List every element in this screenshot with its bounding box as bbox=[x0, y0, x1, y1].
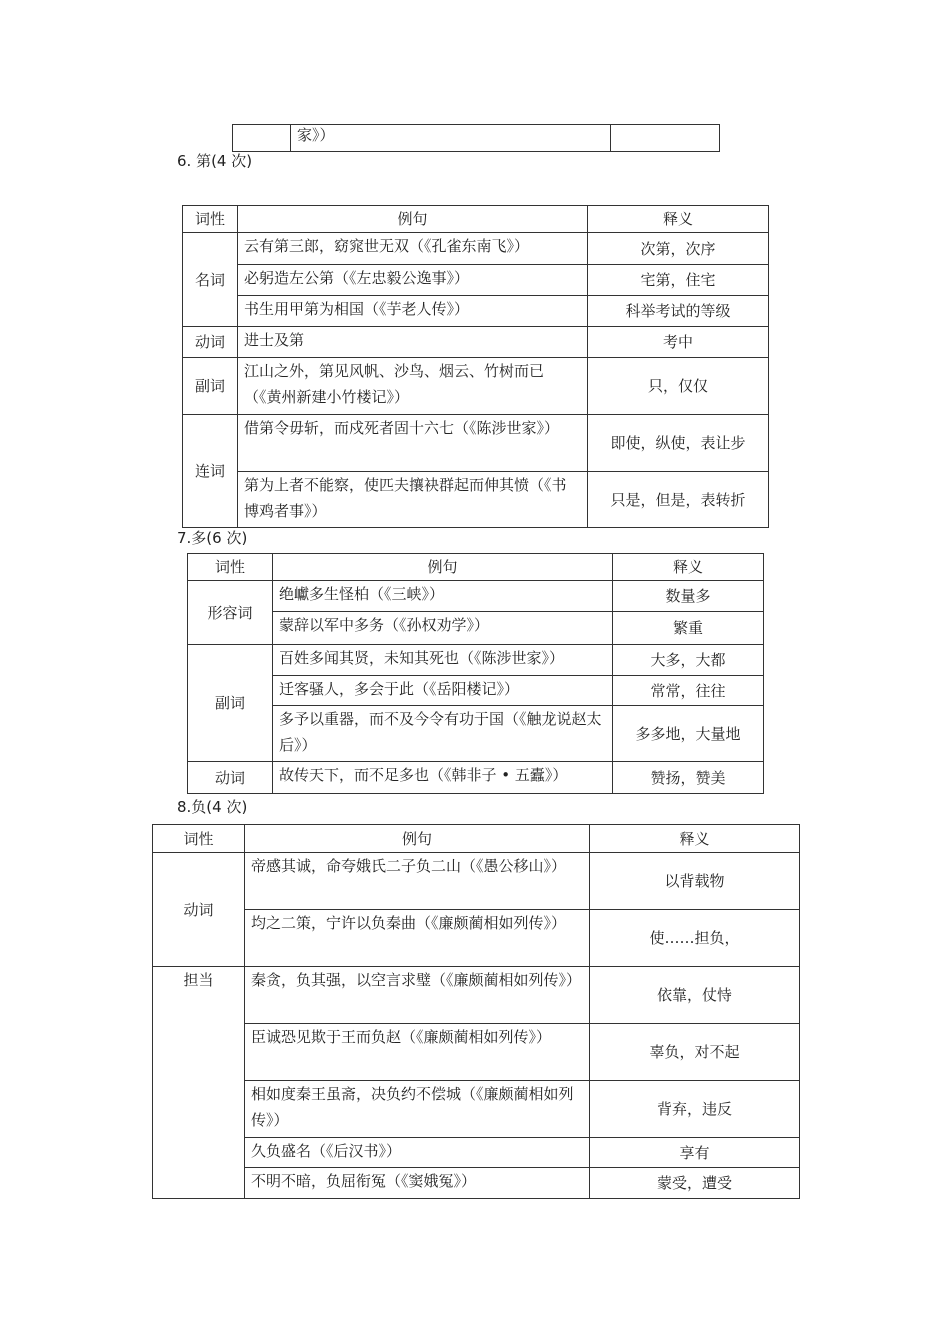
header-definition: 释义 bbox=[613, 554, 764, 581]
table-row bbox=[183, 472, 769, 528]
definition-cell: 宅第，住宅 bbox=[588, 265, 769, 296]
example-cell: 必躬造左公第（《左忠毅公逸事》） bbox=[238, 265, 588, 296]
definition-cell: 即使，纵使，表让步 bbox=[588, 415, 769, 472]
example-cell: 臣诚恐见欺于王而负赵（《廉颇蔺相如列传》） bbox=[245, 1024, 590, 1081]
table-header-row bbox=[188, 554, 764, 581]
pos-cell: 名词 bbox=[183, 233, 238, 327]
pos-cell: 连词 bbox=[183, 415, 238, 528]
pos-cell: 副词 bbox=[188, 645, 273, 762]
section-6-table bbox=[182, 205, 769, 528]
definition-cell: 蒙受，遭受 bbox=[590, 1168, 800, 1199]
example-cell: 均之二策，宁许以负秦曲（《廉颇蔺相如列传》） bbox=[245, 910, 590, 967]
example-cell: 江山之外，第见风帆、沙鸟、烟云、竹树而已（《黄州新建小竹楼记》） bbox=[238, 358, 588, 415]
header-pos: 词性 bbox=[188, 554, 273, 581]
fragment-empty-cell bbox=[233, 125, 291, 152]
table-row bbox=[183, 358, 769, 415]
table-row bbox=[188, 645, 764, 676]
definition-cell: 只，仅仅 bbox=[588, 358, 769, 415]
table-header-row bbox=[153, 825, 800, 853]
definition-cell: 科举考试的等级 bbox=[588, 296, 769, 327]
example-cell: 云有第三郎，窈窕世无双（《孔雀东南飞》） bbox=[238, 233, 588, 265]
example-cell: 书生用甲第为相国（《芋老人传》） bbox=[238, 296, 588, 327]
example-cell: 绝巘多生怪柏（《三峡》） bbox=[273, 581, 613, 612]
fragment-text: 家》） bbox=[291, 125, 611, 152]
table-row bbox=[153, 910, 800, 967]
header-definition: 释义 bbox=[588, 206, 769, 233]
table-row bbox=[153, 967, 800, 1024]
table-row bbox=[153, 853, 800, 910]
definition-cell: 依靠，仗恃 bbox=[590, 967, 800, 1024]
definition-cell: 考中 bbox=[588, 327, 769, 358]
table-row bbox=[188, 706, 764, 762]
fragment-table bbox=[232, 124, 720, 152]
definition-cell: 次第，次序 bbox=[588, 233, 769, 265]
section-7-title: 7.多(6 次) bbox=[177, 529, 248, 547]
pos-cell: 担当 bbox=[153, 967, 245, 1199]
table-row bbox=[183, 296, 769, 327]
pos-cell: 动词 bbox=[183, 327, 238, 358]
table-header-row bbox=[183, 206, 769, 233]
definition-cell: 多多地，大量地 bbox=[613, 706, 764, 762]
definition-cell: 繁重 bbox=[613, 612, 764, 645]
header-example: 例句 bbox=[273, 554, 613, 581]
section-8-title: 8.负(4 次) bbox=[177, 798, 248, 816]
header-example: 例句 bbox=[238, 206, 588, 233]
table-row bbox=[188, 581, 764, 612]
definition-cell: 使……担负， bbox=[590, 910, 800, 967]
example-cell: 迁客骚人，多会于此（《岳阳楼记》） bbox=[273, 676, 613, 706]
example-cell: 帝感其诚，命夸娥氏二子负二山（《愚公移山》） bbox=[245, 853, 590, 910]
example-cell: 久负盛名（《后汉书》） bbox=[245, 1138, 590, 1168]
fragment-empty-cell-2 bbox=[611, 125, 720, 152]
definition-cell: 大多，大都 bbox=[613, 645, 764, 676]
table-row bbox=[188, 612, 764, 645]
header-pos: 词性 bbox=[183, 206, 238, 233]
definition-cell: 以背载物 bbox=[590, 853, 800, 910]
table-row bbox=[188, 676, 764, 706]
example-cell: 故传天下，而不足多也（《韩非子 • 五蠹》） bbox=[273, 762, 613, 794]
section-8-table bbox=[152, 824, 800, 1199]
table-row bbox=[183, 415, 769, 472]
definition-cell: 数量多 bbox=[613, 581, 764, 612]
example-cell: 进士及第 bbox=[238, 327, 588, 358]
table-row bbox=[153, 1081, 800, 1138]
header-example: 例句 bbox=[245, 825, 590, 853]
pos-cell: 形容词 bbox=[188, 581, 273, 645]
table-row bbox=[183, 233, 769, 265]
section-6-title: 6. 第(4 次) bbox=[177, 152, 253, 170]
definition-cell: 背弃，违反 bbox=[590, 1081, 800, 1138]
example-cell: 相如度秦王虽斋，决负约不偿城（《廉颇蔺相如列传》） bbox=[245, 1081, 590, 1138]
definition-cell: 常常，往往 bbox=[613, 676, 764, 706]
table-row bbox=[153, 1168, 800, 1199]
definition-cell: 只是，但是，表转折 bbox=[588, 472, 769, 528]
header-pos: 词性 bbox=[153, 825, 245, 853]
example-cell: 借第令毋斩，而戍死者固十六七（《陈涉世家》） bbox=[238, 415, 588, 472]
table-row bbox=[153, 1024, 800, 1081]
table-row bbox=[188, 762, 764, 794]
example-cell: 第为上者不能察，使匹夫攘袂群起而伸其愤（《书博鸡者事》） bbox=[238, 472, 588, 528]
header-definition: 释义 bbox=[590, 825, 800, 853]
pos-cell: 副词 bbox=[183, 358, 238, 415]
table-row bbox=[153, 1138, 800, 1168]
table-row bbox=[183, 265, 769, 296]
definition-cell: 赞扬，赞美 bbox=[613, 762, 764, 794]
example-cell: 秦贪，负其强，以空言求璧（《廉颇蔺相如列传》） bbox=[245, 967, 590, 1024]
definition-cell: 享有 bbox=[590, 1138, 800, 1168]
example-cell: 不明不暗，负屈衔冤（《窦娥冤》） bbox=[245, 1168, 590, 1199]
section-7-table bbox=[187, 553, 764, 794]
definition-cell: 辜负，对不起 bbox=[590, 1024, 800, 1081]
example-cell: 多予以重器，而不及今令有功于国（《触龙说赵太后》） bbox=[273, 706, 613, 762]
pos-cell: 动词 bbox=[153, 853, 245, 967]
table-row bbox=[183, 327, 769, 358]
example-cell: 百姓多闻其贤，未知其死也（《陈涉世家》） bbox=[273, 645, 613, 676]
pos-cell: 动词 bbox=[188, 762, 273, 794]
example-cell: 蒙辞以军中多务（《孙权劝学》） bbox=[273, 612, 613, 645]
